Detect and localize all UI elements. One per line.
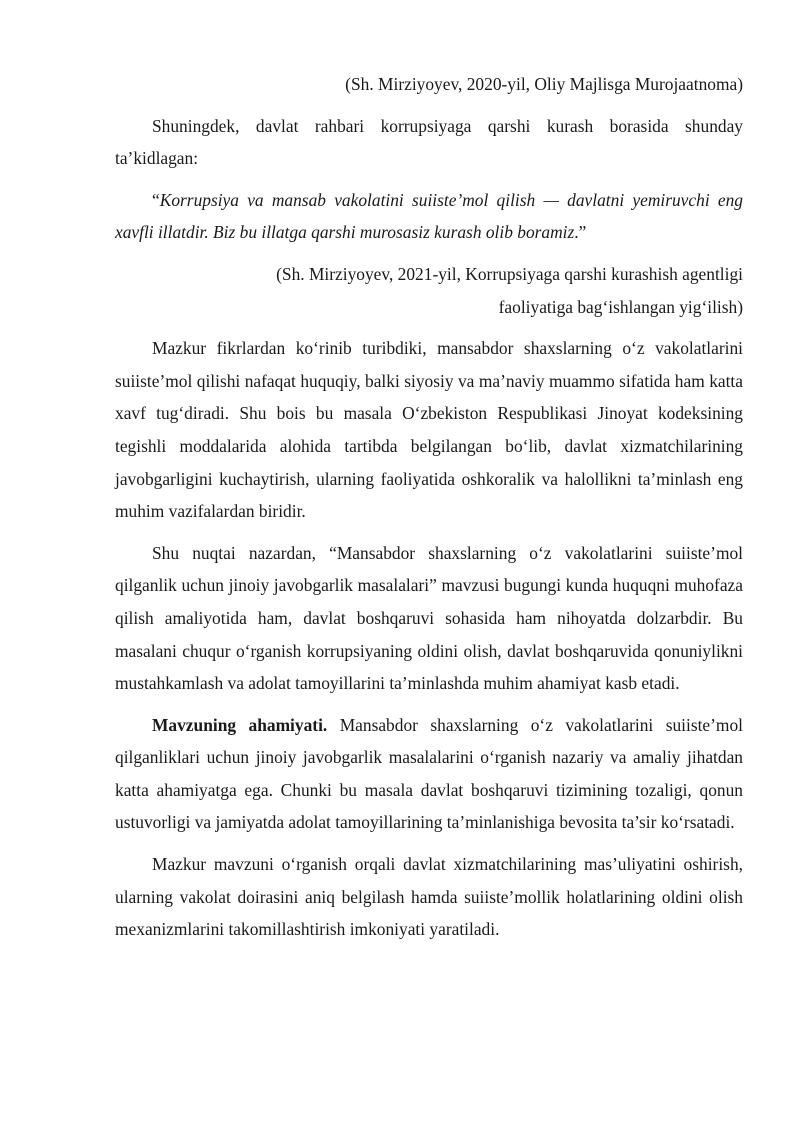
- body-paragraph-3: [115, 709, 743, 839]
- page-content: [115, 68, 743, 946]
- quote-paragraph: [115, 184, 743, 249]
- body-paragraph-4: Mazkur mavzuni o‘rganish orqali davlat xizmatchilarining mas’uliyatini oshirish, ularning vakolat doirasini aniq belgilash hamda suiiste’mollik holatlarining oldini olish mexanizmlarini takomillashtirish imkoniyati yaratiladi.: [115, 854, 743, 940]
- body-paragraph-2: Shu nuqtai nazardan, “Mansabdor shaxslarning o‘z vakolatlarini suiiste’mol qilganlik uchun jinoiy javobgarlik masalalari” mavzusi bugungi kunda huquqni muhofaza qilish amaliyotida ham, davlat boshqaruvi sohasida ham nihoyatda dolzarbdir. Bu masalani chuqur o‘rganish korrupsiyaning oldini olish, davlat boshqaruvida qonuniylikni mustahkamlash va adolat tamoyillarini ta’minlashda muhim ahamiyat kasb etadi.: [115, 542, 743, 694]
- body-paragraph-1: Mazkur fikrlardan ko‘rinib turibdiki, mansabdor shaxslarning o‘z vakolatlarini suiiste’mol qilishi nafaqat huquqiy, balki siyosiy va ma’naviy muammo sifatida ham katta xavf tug‘diradi. Shu bois bu masala O‘zbekiston Respublikasi Jinoyat kodeksining tegishli moddalarida alohida tartibda belgilangan bo‘lib, davlat xizmatchilarining javobgarligini kuchaytirish, ularning faoliyatida oshkoralik va halollikni ta’minlash eng muhim vazifalardan biridir.: [115, 338, 743, 522]
- citation-2021-line1: (Sh. Mirziyoyev, 2021-yil, Korrupsiyaga qarshi kurashish agentligi: [276, 263, 743, 284]
- quote-text: Korrupsiya va mansab vakolatini suiiste’mol qilish — davlatni yemiruvchi eng xavfli illatdir. Biz bu illatga qarshi murosasiz kurash olib boramiz: [115, 189, 743, 243]
- quote-open-mark: “: [152, 189, 160, 210]
- citation-2020: (Sh. Mirziyoyev, 2020-yil, Oliy Majlisga Murojaatnoma): [345, 74, 743, 94]
- quote-close-mark: .”: [574, 222, 587, 243]
- section-heading-text: Mansabdor shaxslarning o‘z vakolatlarini suiiste’mol qilganliklari uchun jinoiy javobgarlik masalalarini o‘rganish nazariy va amaliy jihatdan katta ahamiyatga ega. Chunki bu masala davlat boshqaruvi tizimining tozaligi, qonun ustuvorligi va jamiyatda adolat tamoyillarining ta’minlanishiga bevosita ta’sir ko‘rsatadi.: [115, 714, 743, 833]
- citation-2021-line2: faoliyatiga bag‘ishlangan yig‘ilish): [498, 296, 743, 317]
- intro-paragraph: Shuningdek, davlat rahbari korrupsiyaga qarshi kurash borasida shunday ta’kidlagan:: [115, 115, 743, 169]
- section-heading: Mavzuning ahamiyati.: [152, 714, 328, 735]
